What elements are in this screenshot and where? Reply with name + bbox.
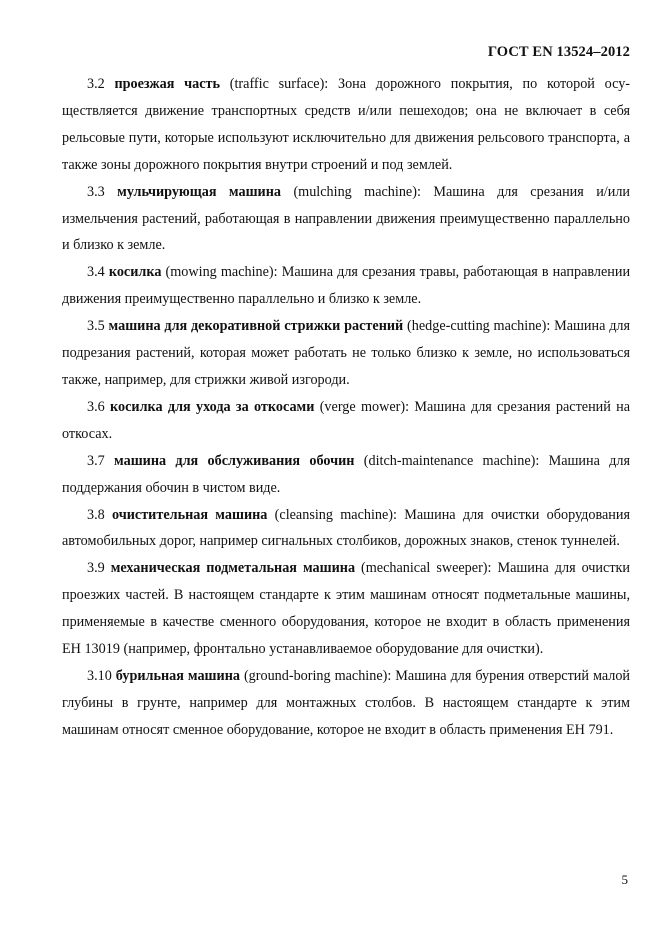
definition-text: Зона дорожного покрытия, по которой осуществляется движение транспортных средств и/или пешеходов; она не включает в себя рельсовые пути, которые используют исключительно для движения рельсового транспорта, а также зоны дорожного покрытия внутри строений и под землей. <box>62 76 631 173</box>
definition-term: проезжая часть <box>114 76 221 92</box>
definition-text: Машина для срезания травы, работающая в направлении движения преимущественно параллельно и близко к земле. <box>62 264 631 308</box>
definition-3-8 <box>62 502 630 556</box>
definition-english-term: (mowing machine): <box>165 264 278 281</box>
definition-english-term: (cleansing machine): <box>274 506 397 523</box>
definition-text: Машина для подрезания растений, которая может работать не только близко к земле, но использоваться также, например, для стрижки живой изгороди. <box>62 318 631 388</box>
definition-number: 3.7 <box>87 452 105 469</box>
definition-number: 3.4 <box>87 264 105 281</box>
definition-number: 3.3 <box>87 183 105 200</box>
definition-text: Машина для срезания и/или измельчения растений, работающая в направлении движения преимущественно параллельно и близко к земле. <box>62 183 631 254</box>
definition-3-10 <box>62 663 630 744</box>
standard-header: ГОСТ EN 13524–2012 <box>487 44 630 60</box>
definition-number: 3.2 <box>87 76 105 92</box>
definition-english-term: (ground-boring machine): <box>243 667 392 684</box>
definition-term: машина для декоративной стрижки растений <box>108 318 404 335</box>
definition-term: мульчирующая машина <box>117 183 282 200</box>
definition-english-term: (verge mower): <box>319 398 410 415</box>
definition-text: Машина для поддержания обочин в чистом виде. <box>62 452 631 496</box>
definition-term: бурильная машина <box>115 667 240 684</box>
definition-number: 3.10 <box>87 667 112 684</box>
definition-english-term: (ditch-maintenance machine): <box>363 452 540 469</box>
definition-text: Машина для бурения отверстий малой глубины в грунте, например для монтажных столбов. В настоящем стандарте к этим машинам относят сменное оборудование, которое не входит в область применения ЕН 791. <box>62 667 631 738</box>
definition-english-term: (mulching machine): <box>293 183 421 200</box>
definition-term: машина для обслуживания обочин <box>114 452 355 469</box>
definition-text: Машина для срезания растений на откосах. <box>62 398 631 442</box>
definition-3-4 <box>62 259 630 313</box>
definition-3-6 <box>62 394 630 448</box>
definition-term: механическая подметальная машина <box>110 560 356 577</box>
definition-text: Машина для очистки проезжих частей. В настоящем стандарте к этим машинам относят подметальные машины, применяемые в качестве сменного оборудования, которое не входит в область применения ЕН 13019 (например, фронтально устанавливаемое оборудование для очистки). <box>62 560 631 658</box>
definition-3-9 <box>62 555 630 663</box>
definition-3-3 <box>62 179 630 260</box>
definition-number: 3.5 <box>87 318 105 335</box>
definition-english-term: (mechanical sweeper): <box>361 560 492 577</box>
definition-3-5 <box>62 313 630 394</box>
definition-text: Машина для очистки оборудования автомобильных дорог, например сигнальных столбиков, дорожных знаков, стенок туннелей. <box>62 506 631 550</box>
definition-3-2 <box>62 71 630 179</box>
definition-3-7 <box>62 448 630 502</box>
definition-number: 3.9 <box>87 560 105 577</box>
definition-term: очистительная машина <box>112 506 268 523</box>
definition-number: 3.6 <box>87 398 105 415</box>
definition-english-term: (hedge-cutting machine): <box>407 318 551 335</box>
definition-term: косилка для ухода за откосами <box>110 398 315 415</box>
page-number: 5 <box>621 872 628 887</box>
definition-term: косилка <box>108 264 162 281</box>
definition-number: 3.8 <box>87 506 105 523</box>
definitions-body <box>62 71 630 744</box>
definition-english-term: (traffic surface): <box>229 76 329 92</box>
